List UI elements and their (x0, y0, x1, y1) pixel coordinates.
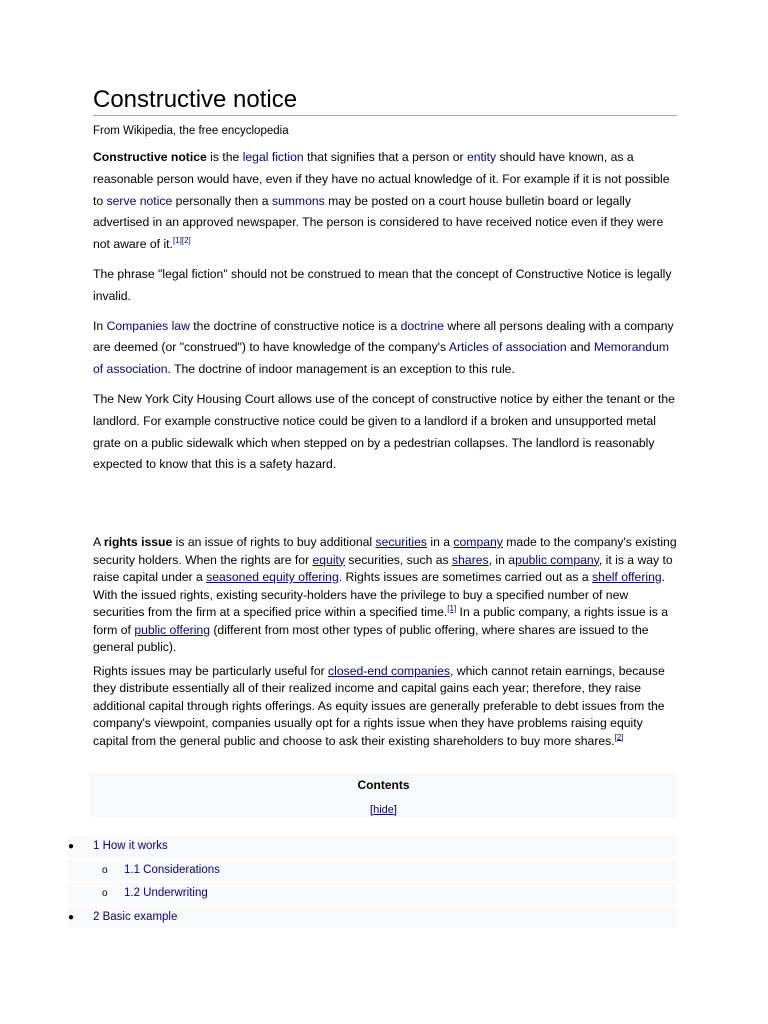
link-closed-end-companies[interactable]: closed-end companies (328, 663, 450, 678)
link-securities[interactable]: securities (375, 535, 427, 549)
bracket: [ (370, 804, 374, 816)
table-of-contents (90, 773, 677, 818)
text: (different from most other types of public offering, where shares are issued to the general public). (93, 622, 649, 654)
paragraph-legal-fiction: The phrase "legal fiction" should not be construed to mean that the concept of Constructive Notice is legally invalid. (93, 266, 672, 303)
bullet-icon: ● (68, 911, 75, 923)
link-memorandum-of-association[interactable]: Memorandum of association (93, 340, 669, 377)
paragraph-rights-issue (93, 534, 677, 657)
toc-link-basic-example[interactable]: 2 Basic example (93, 910, 178, 923)
reference-link[interactable]: [1] (447, 603, 457, 613)
bullet-icon: ● (68, 841, 75, 852)
text: personally then a (172, 193, 272, 208)
paragraph-companies-law (93, 316, 677, 381)
toc-list (68, 836, 677, 930)
text: . Rights issues are sometimes carried out as a (338, 570, 593, 584)
link-entity[interactable]: entity (466, 150, 497, 164)
text: , in a (488, 552, 516, 567)
text: In a public company, a rights issue is a form of (93, 605, 668, 637)
toc-hide-link[interactable]: hide (373, 804, 394, 816)
link-summons[interactable]: summons (271, 193, 325, 208)
toc-item (68, 907, 677, 928)
toc-item (68, 836, 677, 857)
paragraph-definition (93, 147, 677, 256)
link-company[interactable]: company (453, 535, 503, 549)
link-serve-notice[interactable]: serve notice (106, 193, 173, 208)
text: , which cannot retain earnings, because they distribute essentially all of their realized income and capital gains each year; therefore, they raise additional capital through rights offerings. As equity issues are generally preferable to debt issues from the company's viewpoint, companies usually opt for a rights issue when they have problems raising equity capital from the general public and choose to ask their existing shareholders to buy more shares. (93, 663, 665, 748)
text: may be posted on a court house bulletin board or legally advertised in an approved newspaper. The person is considered to have received notice even if they were not aware of it. (93, 193, 664, 252)
toc-title: Contents (357, 778, 410, 792)
text: is an issue of rights to buy additional (172, 535, 376, 549)
text: and (566, 340, 594, 355)
text: in a (426, 535, 454, 549)
link-seasoned-equity-offering[interactable]: seasoned equity offering (206, 570, 339, 584)
bold-term: Constructive notice (93, 150, 207, 164)
link-shelf-offering[interactable]: shelf offering (592, 570, 662, 584)
bullet-icon: o (102, 864, 108, 876)
text: is the (206, 150, 243, 164)
link-doctrine[interactable]: doctrine (400, 318, 444, 333)
text: should have known, as a reasonable person would have, even if they have no actual knowledge of it. For example if it is not possible to (93, 150, 670, 208)
toc-toggle (90, 804, 677, 816)
link-public-company[interactable]: public company (515, 552, 599, 567)
site-subtitle: From Wikipedia, the free encyclopedia (93, 125, 289, 137)
text: , it is a way to raise capital under a (93, 552, 673, 584)
link-public-offering[interactable]: public offering (134, 622, 210, 637)
text: where all persons dealing with a company are deemed (or "construed") to have knowledge of the company's (93, 318, 674, 355)
bullet-icon: o (102, 888, 108, 899)
link-shares[interactable]: shares (452, 552, 489, 567)
toc-link-considerations[interactable]: 1.1 Considerations (124, 863, 220, 876)
bold-term: rights issue (103, 535, 173, 549)
article-part-1 (93, 86, 677, 484)
reference-link[interactable]: [1][2] (172, 236, 191, 246)
text: A (93, 535, 104, 549)
text: that signifies that a person or (303, 150, 467, 164)
text: made to the company's existing security holders. When the rights are for (93, 535, 677, 567)
text: the doctrine of constructive notice is a (189, 318, 401, 333)
text: securities, such as (345, 552, 453, 567)
link-articles-of-association[interactable]: Articles of association (448, 340, 567, 355)
paragraph-housing-court: The New York City Housing Court allows use of the concept of constructive notice by either the tenant or the landlord. For example constructive notice could be given to a landlord if a broken and unsupported metal grate on a public sidewalk which when stepped on by a pedestrian collapses. The landlord is reasonably expected to know that this is a safety hazard. (93, 391, 675, 472)
reference-link[interactable]: [2] (614, 732, 624, 742)
link-equity[interactable]: equity (312, 552, 346, 567)
text: . The doctrine of indoor management is an exception to this rule. (167, 362, 515, 377)
toc-item (68, 860, 677, 881)
toc-link-underwriting[interactable]: 1.2 Underwriting (124, 887, 208, 899)
bracket: ] (393, 804, 397, 816)
text: . With the issued rights, existing security-holders have the privilege to buy a specified number of new securities from the firm at a specified price within a specified time. (93, 570, 666, 619)
text: Rights issues may be particularly useful for (93, 663, 329, 678)
paragraph-closed-end (93, 663, 677, 751)
link-legal-fiction[interactable]: legal fiction (242, 150, 304, 164)
article-part-2 (93, 534, 677, 756)
page-title: Constructive notice (93, 86, 677, 116)
text: In (93, 318, 107, 333)
link-companies-law[interactable]: Companies law (106, 318, 190, 333)
toc-item (68, 883, 677, 904)
toc-link-how-it-works[interactable]: 1 How it works (93, 840, 168, 852)
